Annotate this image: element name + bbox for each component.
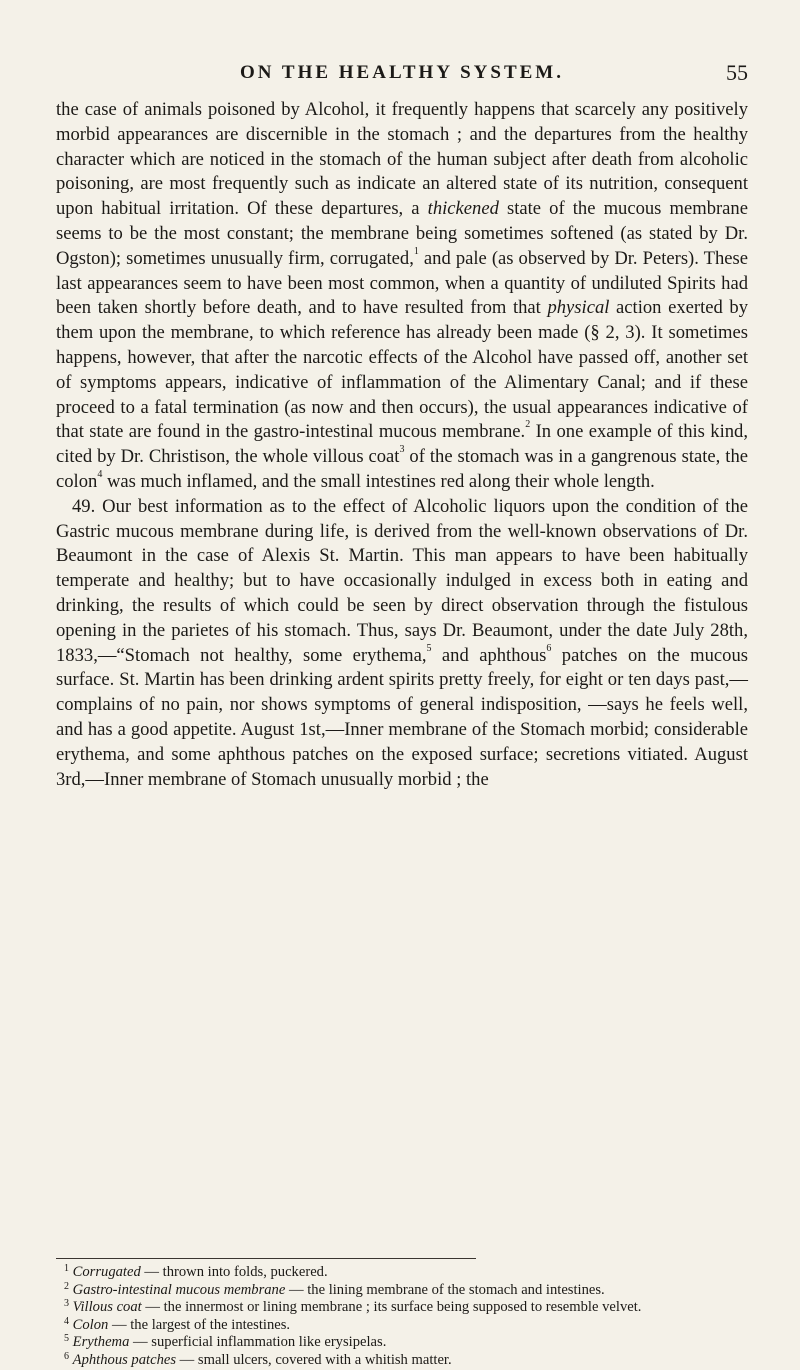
text-run: of the stomach was in a gangrenous state, the colon <box>56 446 748 492</box>
footnote-term: Villous coat <box>72 1299 142 1316</box>
emphasis: physical <box>547 297 610 319</box>
footnote-term: Gastro-intestinal mucous membrane <box>72 1281 286 1298</box>
footnote-term: Colon <box>72 1316 109 1333</box>
footnote-ref: 3 <box>399 444 405 456</box>
footnote <box>56 1282 748 1300</box>
footnote-mark: 2 <box>64 1280 69 1292</box>
footnote-divider <box>56 1258 476 1259</box>
text-run: 49. Our best information as to the effect of Alcoholic liquors upon the condition of the Gastric mucous membrane during life, is derived from the well-known observations of Dr. Beaumont in the case of Alexis St. Martin. This man appears to have been habitually temperate and healthy; but to have occasionally indulged in excess both in eating and drinking, the results of which could be seen by direct observation through the fistulous opening in the parietes of his stomach. Thus, says Dr. Beaumont, under the date July 28th, 1833,—“Stomach not healthy, some erythema, <box>56 495 748 666</box>
text-run: patches on the mucous surface. St. Martin has been drinking ardent spirits pretty freely, for eight or ten days past,—complains of no pain, nor shows symptoms of general indisposition, —says he feels well, and has a good appetite. August 1st,—Inner membrane of the Stomach morbid; considerable erythema, and some aphthous patches on the exposed surface; secretions vitiated. August 3rd,—Inner membrane of Stomach unusually morbid ; the <box>56 644 749 790</box>
footnote-mark: 3 <box>64 1298 69 1310</box>
emphasis: thickened <box>427 198 499 220</box>
footnote-mark: 6 <box>64 1350 69 1362</box>
text-run: action exerted by them upon the membrane, to which reference has already been made (§ 2, 3). It sometimes happens, however, that after the narcotic effects of the Alcohol have passed off, another set of symptoms appears, indicative of inflammation of the Alimentary Canal; and if these proceed to a fatal termination (as now and then occurs), the usual appearances indicative of that state are found in the gastro-intestinal mucous membrane. <box>56 297 748 443</box>
footnote-ref: 2 <box>525 419 531 431</box>
footnote-term: Aphthous patches <box>72 1351 177 1368</box>
footnote-ref: 5 <box>426 642 432 654</box>
footnote-ref: 1 <box>413 245 419 257</box>
paragraph-49 <box>56 495 748 793</box>
footnote <box>56 1352 748 1370</box>
footnote <box>56 1317 748 1335</box>
running-head <box>56 62 748 92</box>
footnote-mark: 5 <box>64 1333 69 1345</box>
body-text <box>56 98 748 792</box>
footnote-text: — the largest of the intestines. <box>108 1316 291 1333</box>
footnote-text: — the innermost or lining membrane ; its surface being supposed to resemble velvet. <box>141 1299 642 1316</box>
footnote-term: Erythema <box>72 1334 130 1351</box>
text-run: In one example of this kind, cited by Dr. Christison, the whole villous coat <box>56 421 749 468</box>
page-number: 55 <box>726 60 748 85</box>
text-run: state of the mucous membrane seems to be the most constant; the membrane being sometimes softened (as stated by Dr. Ogston); sometimes unusually firm, corrugated, <box>56 198 748 269</box>
footnote <box>56 1334 748 1352</box>
footnote-text: — superficial inflammation like erysipelas. <box>129 1334 387 1351</box>
text-run: and aphthous <box>431 644 547 666</box>
text-run: and pale (as observed by Dr. Peters). These last appearances seem to have been most common, when a quantity of undiluted Spirits had been taken shortly before death, and to have resulted from that <box>56 247 748 319</box>
text-run: the case of animals poisoned by Alcohol, it frequently happens that scarcely any positively morbid appearances are discernible in the stomach ; and the departures from the healthy character which are noticed in the stomach of the human subject after death from alcoholic poisoning, are most frequently such as indicate an altered state of its nutrition, consequent upon habitual irritation. Of these departures, a <box>56 99 748 220</box>
footnote-term: Corrugated <box>72 1264 141 1280</box>
footnote-ref: 4 <box>97 468 103 480</box>
footnote <box>56 1264 748 1282</box>
footnotes <box>56 1264 748 1370</box>
footnote-mark: 1 <box>64 1263 69 1274</box>
paragraph-continued <box>56 98 748 495</box>
running-title: ON THE HEALTHY SYSTEM. <box>240 62 564 83</box>
text-run: was much inflamed, and the small intestines red along their whole length. <box>102 470 655 492</box>
footnote-text: — the lining membrane of the stomach and intestines. <box>285 1281 605 1298</box>
footnote <box>56 1299 748 1317</box>
footnote-text: — thrown into folds, puckered. <box>140 1264 328 1280</box>
footnote-text: — small ulcers, covered with a whitish matter. <box>176 1351 452 1368</box>
footnote-mark: 4 <box>64 1315 69 1327</box>
footnote-ref: 6 <box>546 642 552 654</box>
